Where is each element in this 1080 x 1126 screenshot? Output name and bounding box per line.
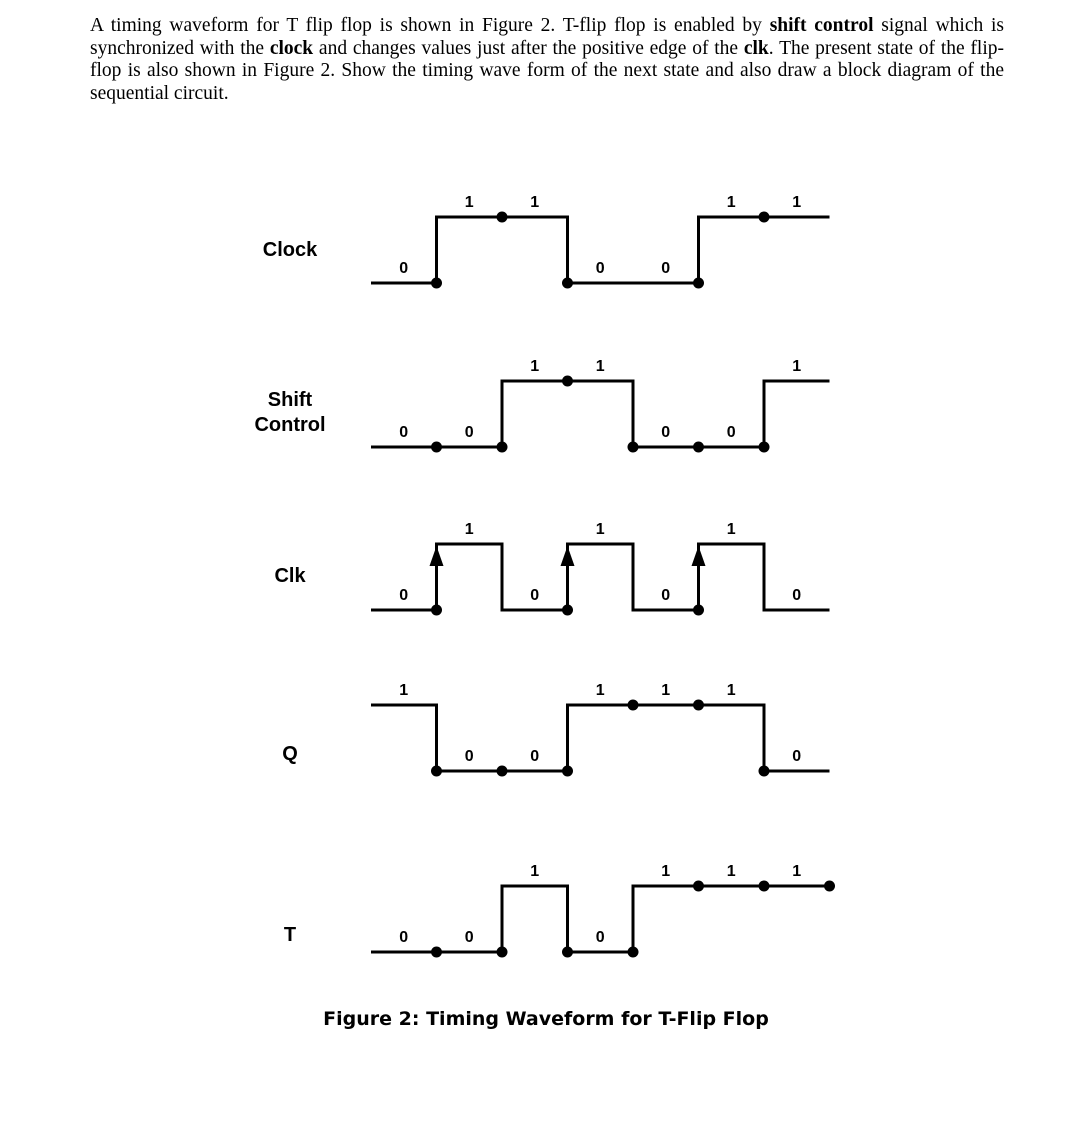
bit-label-t: 0 [464,929,474,946]
bit-label-clk: 0 [399,587,409,604]
bit-label-t: 1 [726,863,736,880]
problem-bold-clock: clock [269,37,314,59]
transition-dot [497,212,508,223]
transition-dot [497,442,508,453]
signal-clock [263,194,830,289]
bit-label-clk: 1 [595,521,605,538]
bit-label-t: 1 [792,863,802,880]
bit-label-shift: 1 [792,358,802,375]
problem-text-2: signal which is synchronized with the [90,15,1004,59]
bit-label-clock: 0 [595,260,605,277]
signal-label-clk: Clk [274,565,306,587]
rising-edge-arrow [430,546,444,566]
figure-caption: Figure 2: Timing Waveform for T-Flip Flop [323,1008,769,1030]
bit-label-clock: 1 [726,194,736,211]
signal-label-q: Q [282,743,298,765]
signal-q [282,682,829,777]
bit-label-q: 1 [399,682,409,699]
transition-dot [693,442,704,453]
bit-label-t: 1 [661,863,671,880]
rising-edge-arrow [692,546,706,566]
bit-label-clock: 1 [464,194,474,211]
problem-text-1: A timing waveform for T flip flop is shown in Figure 2. T-flip flop is enabled by [90,15,770,36]
problem-text-3: and changes values just after the positive edge of the [313,37,744,59]
signal-label-shift: Shift [267,389,313,411]
transition-dot [562,766,573,777]
transition-dot [693,605,704,616]
transition-dot [628,700,639,711]
transition-dot [431,278,442,289]
bit-label-clk: 0 [792,587,802,604]
transition-dot [628,442,639,453]
problem-bold-shift-control: shift control [769,15,874,36]
bit-label-shift: 0 [464,424,474,441]
transition-dot [562,376,573,387]
bit-label-t: 1 [530,863,540,880]
bit-label-clk: 0 [530,587,540,604]
bit-label-q: 1 [726,682,736,699]
waveform-clk [371,544,830,610]
transition-dot [759,881,770,892]
signal-label-shift: Control [254,414,326,436]
waveform-q [371,705,830,771]
transition-dot [431,442,442,453]
transition-dot [759,442,770,453]
bit-label-clk: 1 [464,521,474,538]
bit-label-t: 0 [595,929,605,946]
transition-dot [562,947,573,958]
bit-label-shift: 1 [530,358,540,375]
transition-dot [431,947,442,958]
bit-label-clock: 0 [399,260,409,277]
signal-shift [254,358,829,453]
bit-label-q: 1 [595,682,605,699]
problem-bold-clk: clk [743,37,769,59]
transition-dot [497,766,508,777]
bit-label-t: 0 [399,929,409,946]
bit-label-clock: 1 [792,194,802,211]
signal-label-t: T [283,924,297,946]
bit-label-clk: 0 [661,587,671,604]
transition-dot [759,766,770,777]
bit-label-clock: 0 [661,260,671,277]
transition-dot [497,947,508,958]
signal-clk [274,521,829,616]
waveform-signals [254,194,835,958]
transition-dot [693,278,704,289]
bit-label-clock: 1 [530,194,540,211]
bit-label-shift: 0 [661,424,671,441]
transition-dot [562,278,573,289]
transition-dot [431,605,442,616]
transition-dot [562,605,573,616]
transition-dot [628,947,639,958]
problem-text-4: . The present state of the flip-flop is also shown in Figure 2. Show the timing wave form of the next state and also draw a block diagram of the sequential circuit. [90,37,1004,104]
rising-edge-arrow [561,546,575,566]
transition-dot [759,212,770,223]
transition-dot [431,766,442,777]
waveform-shift [371,381,830,447]
transition-dot [693,700,704,711]
signal-t [284,863,835,958]
bit-label-shift: 0 [726,424,736,441]
transition-dot [824,881,835,892]
bit-label-shift: 0 [399,424,409,441]
bit-label-q: 0 [464,748,474,765]
signal-label-clock: Clock [262,239,318,261]
bit-label-shift: 1 [595,358,605,375]
transition-dot [693,881,704,892]
bit-label-q: 0 [530,748,540,765]
bit-label-clk: 1 [726,521,736,538]
bit-label-q: 0 [792,748,802,765]
bit-label-q: 1 [661,682,671,699]
